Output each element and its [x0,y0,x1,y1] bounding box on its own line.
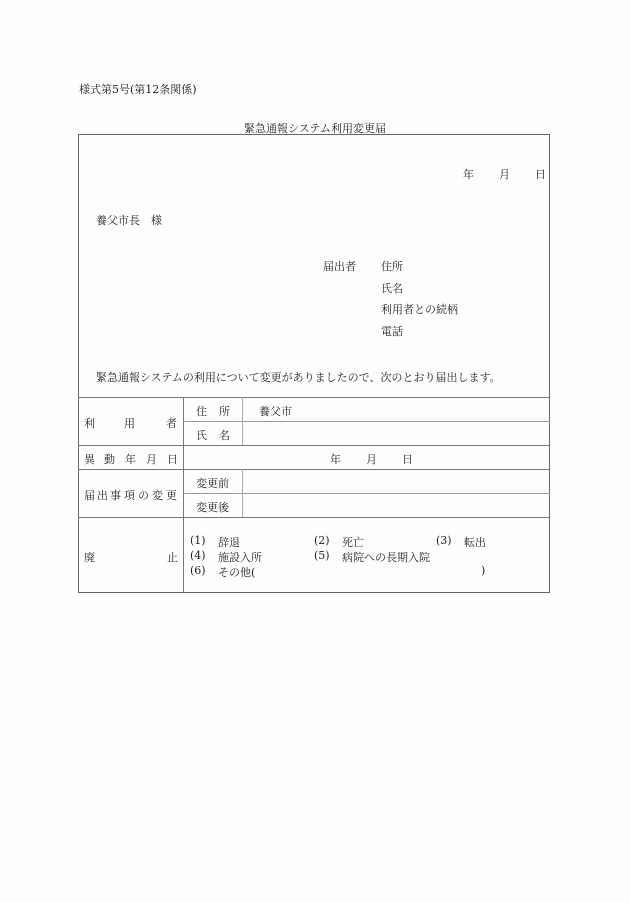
notification-change-label-char: 項 [124,489,135,502]
other-close-paren: ) [481,564,486,577]
user-address-label-char: 所 [219,405,230,418]
column-divider [242,469,243,517]
applicant-relation-label: 利用者との続柄 [381,303,458,316]
divider [78,445,550,446]
before-change-label: 変更前 [196,477,229,490]
header-date-day: 日 [535,168,546,181]
header-date-year: 年 [463,168,474,181]
notification-change-label-char: 届 [84,489,95,502]
option-facility-admission[interactable]: 施設入所 [218,551,262,564]
column-divider [242,397,243,445]
abolition-label-char: 廃 [84,551,95,564]
addressee: 養父市長 様 [96,214,162,227]
notification-change-label-char: 出 [97,489,108,502]
after-change-label: 変更後 [196,501,229,514]
user-label-char: 者 [166,417,177,430]
change-date-label-char: 異 [84,453,95,466]
applicant-label: 届出者 [323,260,356,273]
option-number: (3) [436,534,452,547]
option-number: (6) [190,564,206,577]
notification-change-label-char: 事 [110,489,121,502]
option-number: (2) [314,534,330,547]
user-address-label-char: 住 [196,405,207,418]
form-number: 様式第5号(第12条関係) [79,83,197,96]
applicant-phone-label: 電話 [381,325,403,338]
change-date-label-char: 年 [125,453,136,466]
statement: 緊急通報システムの利用について変更がありましたので、次のとおり届出します。 [96,371,501,384]
column-divider [183,397,184,593]
divider [183,493,550,494]
divider [78,517,550,518]
option-move-out[interactable]: 転出 [464,536,486,549]
other-reason-field[interactable] [268,561,478,579]
change-date-day[interactable]: 日 [402,453,413,466]
before-change-field[interactable] [248,472,546,490]
option-death[interactable]: 死亡 [342,536,364,549]
option-number: (1) [190,534,206,547]
notification-change-label-char: 更 [166,489,177,502]
user-address-value[interactable]: 養父市 [259,405,292,418]
change-date-label-char: 月 [146,453,157,466]
abolition-label-char: 止 [167,551,178,564]
option-other[interactable]: その他( [218,566,256,579]
user-label-char: 利 [84,417,95,430]
form-frame [78,134,550,593]
divider [78,397,550,398]
change-date-year[interactable]: 年 [330,453,341,466]
user-name-field[interactable] [248,424,546,442]
after-change-field[interactable] [248,496,546,514]
change-date-label-char: 日 [167,453,178,466]
option-long-hospitalization[interactable]: 病院への長期入院 [342,551,430,564]
change-date-month[interactable]: 月 [366,453,377,466]
header-date-month: 月 [499,168,510,181]
user-name-label-char: 氏 [196,429,207,442]
applicant-name-label: 氏名 [381,282,403,295]
option-number: (4) [190,549,206,562]
user-label-char: 用 [124,417,135,430]
change-date-label-char: 動 [104,453,115,466]
user-name-label-char: 名 [219,429,230,442]
divider [78,469,550,470]
form-title: 緊急通報システム利用変更届 [244,122,386,135]
notification-change-label-char: の [138,489,149,502]
option-resign[interactable]: 辞退 [218,536,240,549]
notification-change-label-char: 変 [152,489,163,502]
divider [183,421,550,422]
option-number: (5) [314,549,330,562]
applicant-address-label: 住所 [381,260,403,273]
